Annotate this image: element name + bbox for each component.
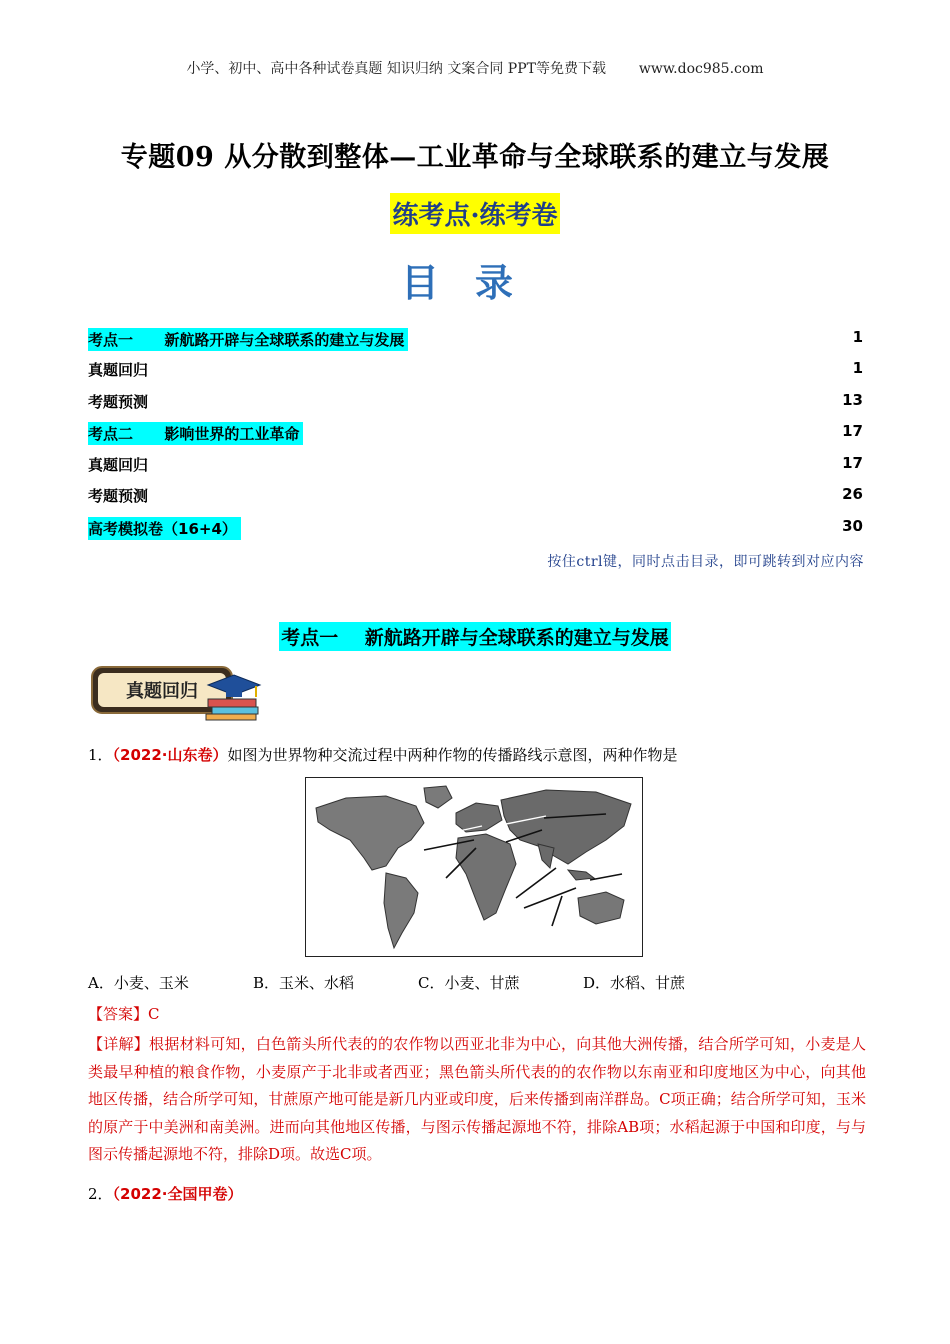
option-c[interactable]: C．小麦、甘蔗	[418, 974, 520, 992]
header-url[interactable]: www.doc985.com	[638, 61, 764, 77]
option-d[interactable]: D．水稻、甘蔗	[583, 974, 686, 992]
toc-item[interactable]	[88, 454, 863, 476]
toc-heading: 目录	[400, 260, 549, 305]
toc-item-page: 30	[842, 517, 863, 535]
answer-line	[88, 1003, 160, 1024]
toc-item-page: 17	[842, 422, 863, 440]
section-heading: 考点一 新航路开辟与全球联系的建立与发展	[279, 622, 670, 651]
subtitle-wrap	[0, 193, 950, 234]
document-subtitle: 练考点·练考卷	[390, 193, 559, 234]
document-title: 专题09 从分散到整体—工业革命与全球联系的建立与发展	[120, 142, 830, 173]
badge-graphic	[90, 663, 265, 721]
question-number: 2．	[88, 1185, 113, 1203]
question-text: 如图为世界物种交流过程中两种作物的传播路线示意图，两种作物是	[227, 746, 678, 764]
toc-item-label[interactable]: 考点一 新航路开辟与全球联系的建立与发展	[88, 328, 408, 351]
section-heading-wrap	[0, 622, 950, 651]
world-map-figure	[305, 777, 643, 957]
answer-detail	[88, 1031, 866, 1169]
toc-item-label[interactable]: 高考模拟卷（16+4）	[88, 517, 241, 540]
toc-item[interactable]	[88, 328, 863, 350]
toc-item[interactable]	[88, 359, 863, 381]
page-header	[0, 58, 950, 78]
question-source: （2022·全国甲卷）	[112, 1185, 243, 1203]
header-text: 小学、初中、高中各种试卷真题 知识归纳 文案合同 PPT等免费下载	[186, 61, 606, 77]
question-source: （2022·山东卷）	[112, 746, 228, 764]
books-icon	[206, 699, 258, 720]
toc-item-label[interactable]: 真题回归	[88, 456, 149, 474]
toc-item-label[interactable]: 考点二 影响世界的工业革命	[88, 422, 303, 445]
navigation-hint: 按住ctrl键，同时点击目录，即可跳转到对应内容	[547, 554, 864, 570]
answer-label: 【答案】	[88, 1005, 149, 1023]
toc-item-label[interactable]: 考题预测	[88, 393, 149, 411]
question-1	[88, 744, 678, 765]
toc-item[interactable]	[88, 517, 863, 539]
detail-label: 【详解】	[88, 1035, 150, 1053]
question-2	[88, 1183, 243, 1204]
detail-text: 根据材料可知，白色箭头所代表的的农作物以西亚北非为中心，向其他大洲传播，结合所学可知，小麦是人类最早种植的粮食作物，小麦原产于北非或者西亚；黑色箭头所代表的的农作物以东南亚和印度地区为中心，向其他地区传播，结合所学可知，甘蔗原产地可能是新几内亚或印度，后来传播到南洋群岛。C项正确；结合所学可知，玉米的原产于中美洲和南美洲。进而向其他地区传播，与图示传播起源地不符，排除AB项；水稻起源于中国和印度，与与图示传播起源地不符，排除D项。故选C项。	[88, 1035, 866, 1163]
option-a[interactable]: A．小麦、玉米	[88, 974, 189, 992]
answer-value: C	[148, 1005, 160, 1023]
world-map-icon	[306, 778, 642, 956]
toc-item-page: 1	[852, 359, 863, 377]
toc-item-page: 17	[842, 454, 863, 472]
question-number: 1．	[88, 746, 113, 764]
toc-item[interactable]	[88, 391, 863, 413]
section-badge	[90, 663, 265, 725]
toc-item-page: 1	[852, 328, 863, 346]
toc-item[interactable]	[88, 485, 863, 507]
toc-item-page: 13	[842, 391, 863, 409]
toc-item-label[interactable]: 真题回归	[88, 361, 149, 379]
toc-item-label[interactable]: 考题预测	[88, 487, 149, 505]
badge-label: 真题回归	[126, 681, 198, 702]
option-b[interactable]: B．玉米、水稻	[253, 974, 355, 992]
toc-item[interactable]	[88, 422, 863, 444]
toc-item-page: 26	[842, 485, 863, 503]
